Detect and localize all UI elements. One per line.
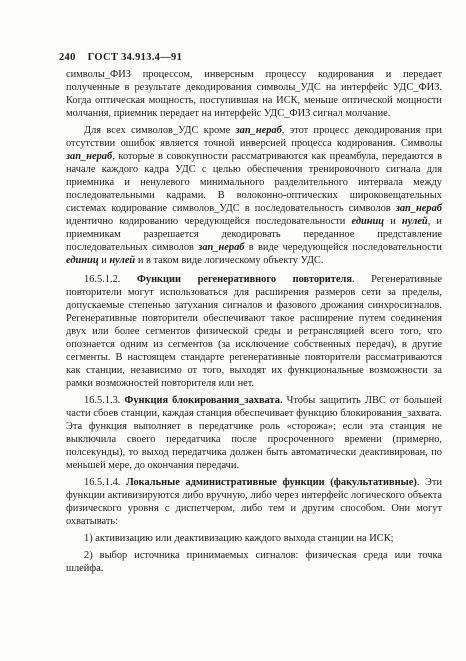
text-run: идентично кодированию чередующейся последовательности xyxy=(66,216,352,227)
emphasis-run: зап_нераб xyxy=(235,125,282,136)
text-run: 2) выбор источника принимаемых сигналов: физическая среда или точка шлейфа. xyxy=(66,550,442,574)
emphasis-run: Функция блокирования_захвата xyxy=(124,395,280,406)
text-run: 16.5.1.3. xyxy=(84,395,125,406)
paragraph-decoding xyxy=(66,124,442,267)
section-16-5-1-2 xyxy=(66,273,442,390)
emphasis-run: единиц xyxy=(351,216,385,227)
standard-designation: ГОСТ 34.913.4—91 xyxy=(87,52,183,63)
text-run: , и приемникам разрешается декодировать переданное представление последовательных символов xyxy=(66,216,442,253)
section-16-5-1-3 xyxy=(66,394,442,472)
text-run: 16.5.1.4. xyxy=(84,477,126,488)
text-run: , этот процесс декодирования при отсутствии ошибок является точной инверсией процесса кодирования. Символы xyxy=(66,125,442,149)
text-run: , которые в совокупности рассматриваются как преамбула, передаются в начале каждого кадра УДС с целью обеспечения тренировочного сигнала для приемника и ненулевого минимального разделительного интервала между последовательными кадрами. В волоконно-оптических широковещательных системах кодирование символов_УДС в последовательность символов xyxy=(66,151,442,214)
text-run: символы_ФИЗ процессом, инверсным процессу кодирования и передает полученные в результате декодирования символы_УДС на интерфейс УДС_ФИЗ. Когда оптическая мощность, поступившая на ИСК, меньше оптической мощности молчания, приемник передает на интерфейс УДС_ФИЗ сигнал молчание. xyxy=(66,69,442,119)
text-run: 1) активизацию или деактивизацию каждого выхода станции на ИСК; xyxy=(84,533,394,544)
emphasis-run: Локальные административные функции (факультативные) xyxy=(126,477,417,488)
text-run: Для всех символов_УДС кроме xyxy=(84,125,236,136)
text-run: . Чтобы защитить ЛВС от большей части сбоев станции, каждая станция обеспечивает функцию блокирования_захвата. Эта функция выполняет в передатчике роль «сторожа»; если эта станция не выключила своего передатчика после просроченного времени (примерно, полсекунды), то выход передатчика должен быть автоматически деактивирован, по меньшей мере, до окончания передачи. xyxy=(66,395,442,471)
list-item-2 xyxy=(66,549,442,575)
section-16-5-1-4 xyxy=(66,476,442,528)
paragraph-continuation xyxy=(66,68,442,120)
emphasis-run: Функции регенеративного повторителя xyxy=(136,274,352,285)
text-run: 16.5.1.2. xyxy=(84,274,137,285)
emphasis-run: зап_нераб xyxy=(66,151,113,162)
list-item-1 xyxy=(66,532,442,545)
text-run: и xyxy=(384,216,402,227)
page-number: 240 xyxy=(59,52,76,63)
text-run: и xyxy=(98,255,110,266)
emphasis-run: нулей xyxy=(401,216,428,227)
text-run: и в таком виде логическому объекту УДС. xyxy=(135,255,324,266)
emphasis-run: нулей xyxy=(109,255,136,266)
text-run: . Регенеративные повторители могут использоваться для расширения размеров сети за пределы, допускаемые степенью затухания сигналов и фазового дрожания синхросигналов. Регенеративные повторители обеспечивают такое расширение путем соединения двух или более сегментов физической среды и ретрансляцией всего того, что опознается одним из сегментов (за исключение собственных передач), в другие сегменты. В настоящем стандарте регенеративные повторители рассматриваются как станции, независимо от того, выходят их функциональные возможности за рамки возможностей повторителя или нет. xyxy=(66,274,443,389)
emphasis-run: зап_нераб xyxy=(395,203,442,214)
text-run: в виде чередующейся последовательности xyxy=(244,242,442,253)
body-text xyxy=(66,68,442,575)
emphasis-run: зап_нераб xyxy=(198,242,245,253)
text-run: . Эти функции активизируются либо вручную, либо через интерфейс логического объекта физического уровня с диспетчером, либо тем и другим способом. Они могут охватывать: xyxy=(66,477,442,527)
emphasis-run: единиц xyxy=(66,255,99,266)
running-header xyxy=(59,52,182,63)
